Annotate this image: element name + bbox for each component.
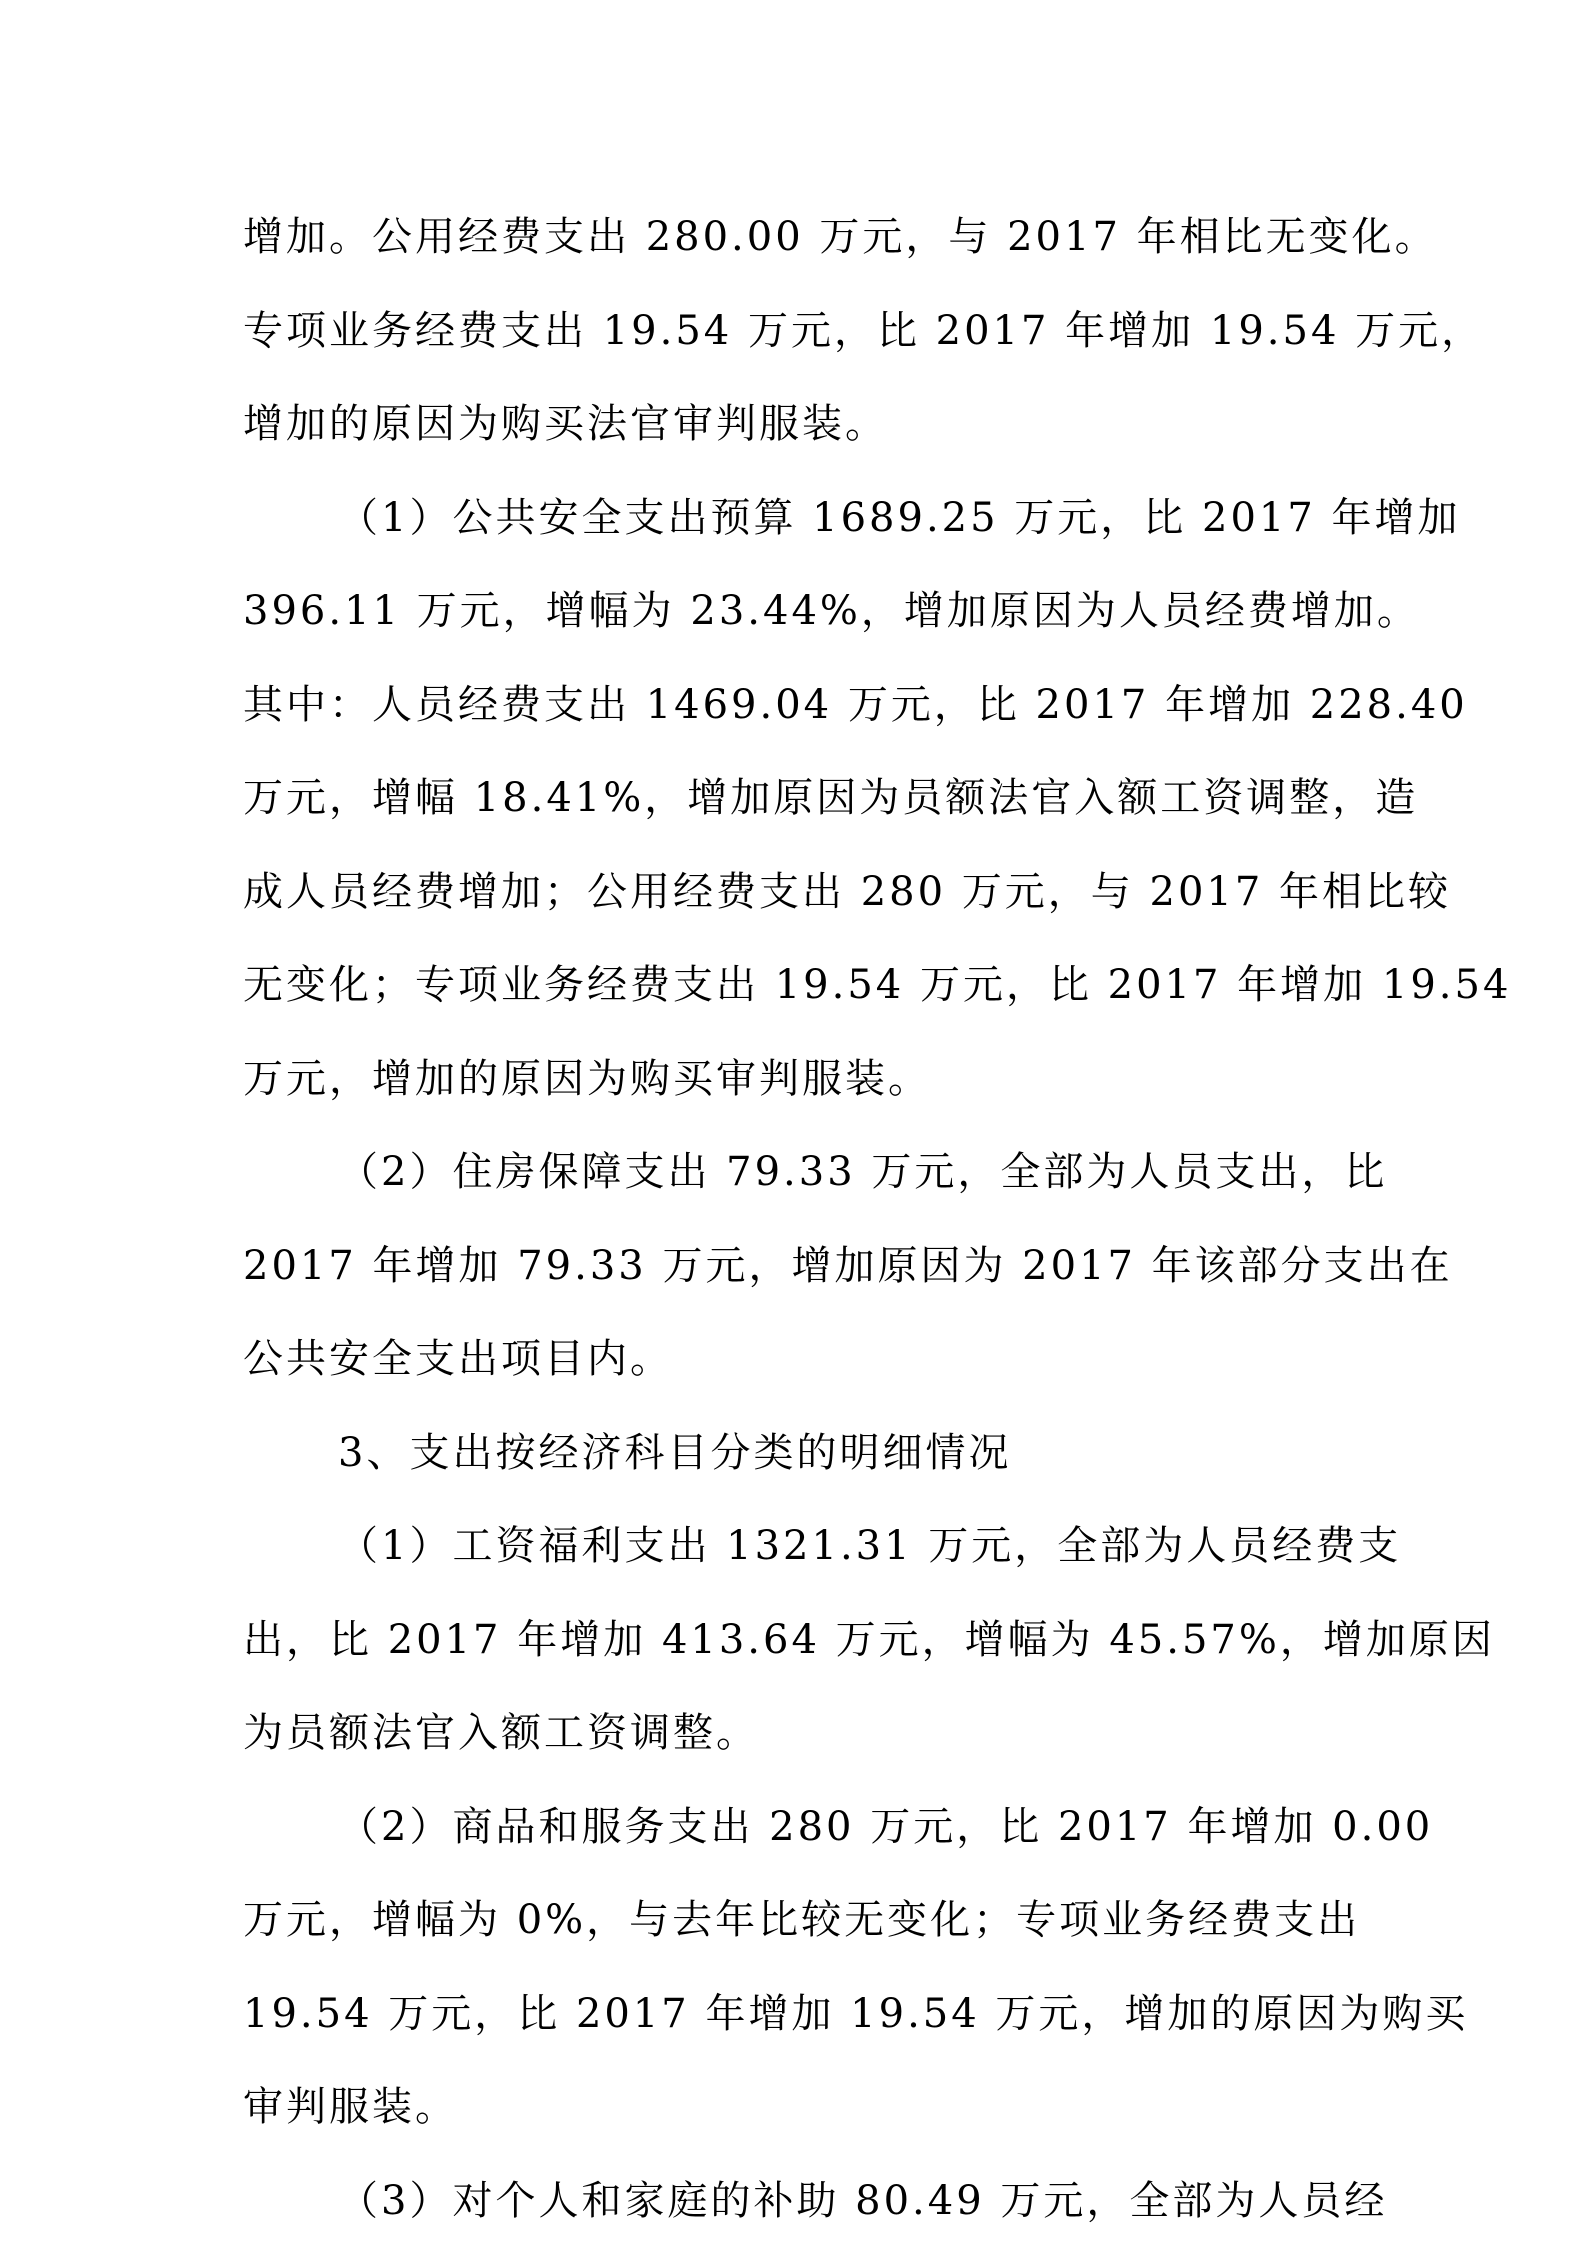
text-line: 审判服装。: [243, 2077, 1353, 2171]
document-body: [243, 207, 1353, 2264]
text-line: 无变化；专项业务经费支出 19.54 万元，比 2017 年增加 19.54: [243, 955, 1353, 1049]
section-heading: 3、支出按经济科目分类的明细情况: [243, 1423, 1353, 1517]
text-line: 增加。公用经费支出 280.00 万元，与 2017 年相比无变化。: [243, 207, 1353, 301]
text-line: 为员额法官入额工资调整。: [243, 1703, 1353, 1797]
text-line: 2017 年增加 79.33 万元，增加原因为 2017 年该部分支出在: [243, 1236, 1353, 1330]
text-line: 万元，增幅为 0%，与去年比较无变化；专项业务经费支出: [243, 1890, 1353, 1984]
paragraph-first-line: （1）工资福利支出 1321.31 万元，全部为人员经费支: [243, 1516, 1353, 1610]
text-line: 出，比 2017 年增加 413.64 万元，增幅为 45.57%，增加原因: [243, 1610, 1353, 1704]
text-line: 增加的原因为购买法官审判服装。: [243, 394, 1353, 488]
text-line: 万元，增幅 18.41%，增加原因为员额法官入额工资调整，造: [243, 768, 1353, 862]
paragraph-first-line: （1）公共安全支出预算 1689.25 万元，比 2017 年增加: [243, 488, 1353, 582]
paragraph-first-line: （2）住房保障支出 79.33 万元，全部为人员支出，比: [243, 1142, 1353, 1236]
paragraph-first-line: （3）对个人和家庭的补助 80.49 万元，全部为人员经: [243, 2171, 1353, 2264]
text-line: 专项业务经费支出 19.54 万元，比 2017 年增加 19.54 万元，: [243, 301, 1353, 395]
paragraph-first-line: （2）商品和服务支出 280 万元，比 2017 年增加 0.00: [243, 1797, 1353, 1891]
text-line: 公共安全支出项目内。: [243, 1329, 1353, 1423]
text-line: 19.54 万元，比 2017 年增加 19.54 万元，增加的原因为购买: [243, 1984, 1353, 2078]
text-line: 成人员经费增加；公用经费支出 280 万元，与 2017 年相比较: [243, 862, 1353, 956]
text-line: 396.11 万元，增幅为 23.44%，增加原因为人员经费增加。: [243, 581, 1353, 675]
text-line: 万元，增加的原因为购买审判服装。: [243, 1049, 1353, 1143]
text-line: 其中：人员经费支出 1469.04 万元，比 2017 年增加 228.40: [243, 675, 1353, 769]
